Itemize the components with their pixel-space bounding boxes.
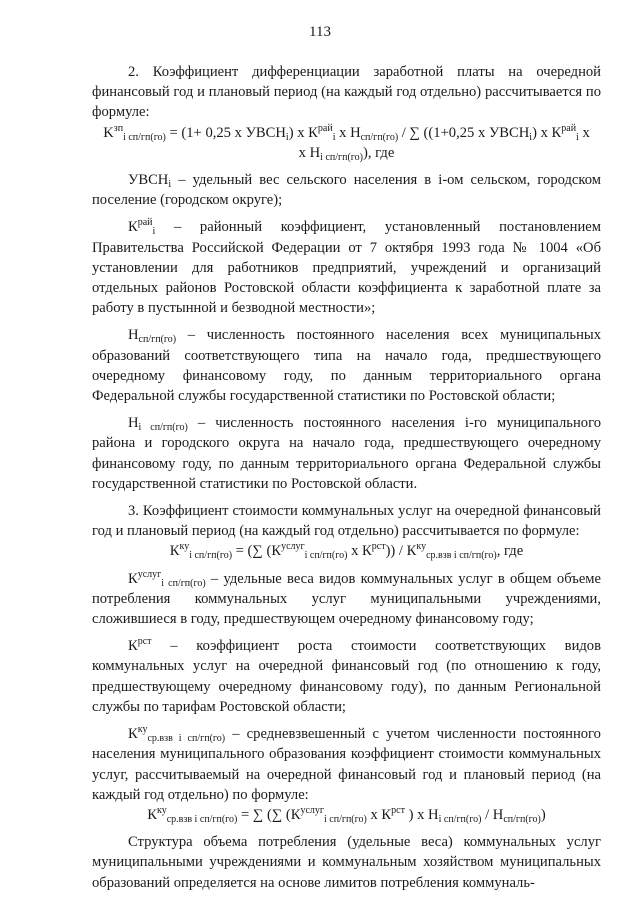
formula-salary-coefficient: $K^{зп}_{i сп/гп(го)} = (1+ 0,25$ х $УВСН_i$) х $К^{рай}_i$ х $Н_{сп/гп(го)}$ / ∑ ((1+0,25 х $УВСН_i$) х $К^{рай}_i$ х <box>103 122 590 143</box>
definition-utility-weights: $К^{услуг}_{i сп/гп(го)}$ – удельные веса видов коммунальных услуг в общем объеме потребления коммунальных услуг муниципальными учреждениями, сложившиеся в году, предшествующем очередному финансовому году; <box>92 568 602 628</box>
formula-salary-coefficient-line2: х $Н_{i сп/гп(го)}$), где <box>298 144 395 163</box>
page-number: 113 <box>309 24 331 40</box>
definition-district-coefficient: $К^{рай}_i$ – районный коэффициент, установленный постановлением Правительства Российской Федерации от 7 октября 1993 года № 1004 «Об установлении для работников предприятий, учреждений и организаций отдельных районов Ростовской области коэффициента к заработной плате за работу в пустынной и безводной местности»; <box>92 217 601 317</box>
definition-total-population: $Н_{сп/гп(го)}$ – численность постоянного населения всех муниципальных образований соответствующего типа на начало года, предшествующего очередному финансовому году, по данным территориального органа Федеральной службы государственной статистики по Ростовской области; <box>92 327 601 405</box>
section-3-intro: 3. Коэффициент стоимости коммунальных услуг на очередной финансовый год и плановый период (на каждый год отдельно) рассчитывается по формуле: <box>92 503 601 540</box>
document-body <box>92 62 601 893</box>
formula-utility-coefficient: $К^{ку}_{i сп/гп(го)}$ = (∑ ($К^{услуг}_{i сп/гп(го)}$ х $К^{рст})) / К^{ку}_{ср.взв i сп/гп(го)}$, где <box>169 541 524 562</box>
section-2-intro: 2. Коэффициент дифференциации заработной платы на очередной финансовый год и плановый период (на каждый год отдельно) рассчитывается по формуле: <box>92 64 601 121</box>
final-paragraph: Структура объема потребления (удельные веса) коммунальных услуг муниципальными учреждениями и коммунальным хозяйством муниципальных образований определяется на основе лимитов потребления коммуналь- <box>92 834 601 891</box>
definition-growth-coefficient: $К^{рст}$ – коэффициент роста стоимости соответствующих видов коммунальных услуг на очередной финансовый год (по отношению к году, предшествующему очередному финансовому году), по данным Региональной службы по тарифам Ростовской области; <box>92 636 601 715</box>
definition-municipal-population: $Н_{i сп/гп(го)}$ – численность постоянного населения i-го муниципального района и городского округа на начало года, предшествующего очередному финансовому году, по данным территориального органа Федеральной службы государственной статистики по Ростовской области. <box>92 415 601 492</box>
definition-weighted-coefficient: $К^{ку}_{ср.взв i сп/гп(го)}$ – средневзвешенный с учетом численности постоянного населения муниципального образования коэффициент стоимости коммунальных услуг, рассчитываемый на очередной финансовый год и плановый период (на каждый год отдельно) по формуле: <box>92 724 601 803</box>
formula-weighted-coefficient: $К^{ку}_{ср.взв i сп/гп(го)}$ = ∑ (∑ ($К^{услуг}_{i сп/гп(го)}$ х $К^{рст}$ ) х $Н_{i сп/гп(го)} / Н_{сп/гп(го)}$) <box>147 804 546 825</box>
definition-uvsn: $УВСН_i$ – удельный вес сельского населения в i-ом сельском, городском поселение (городском округе); <box>92 172 601 209</box>
